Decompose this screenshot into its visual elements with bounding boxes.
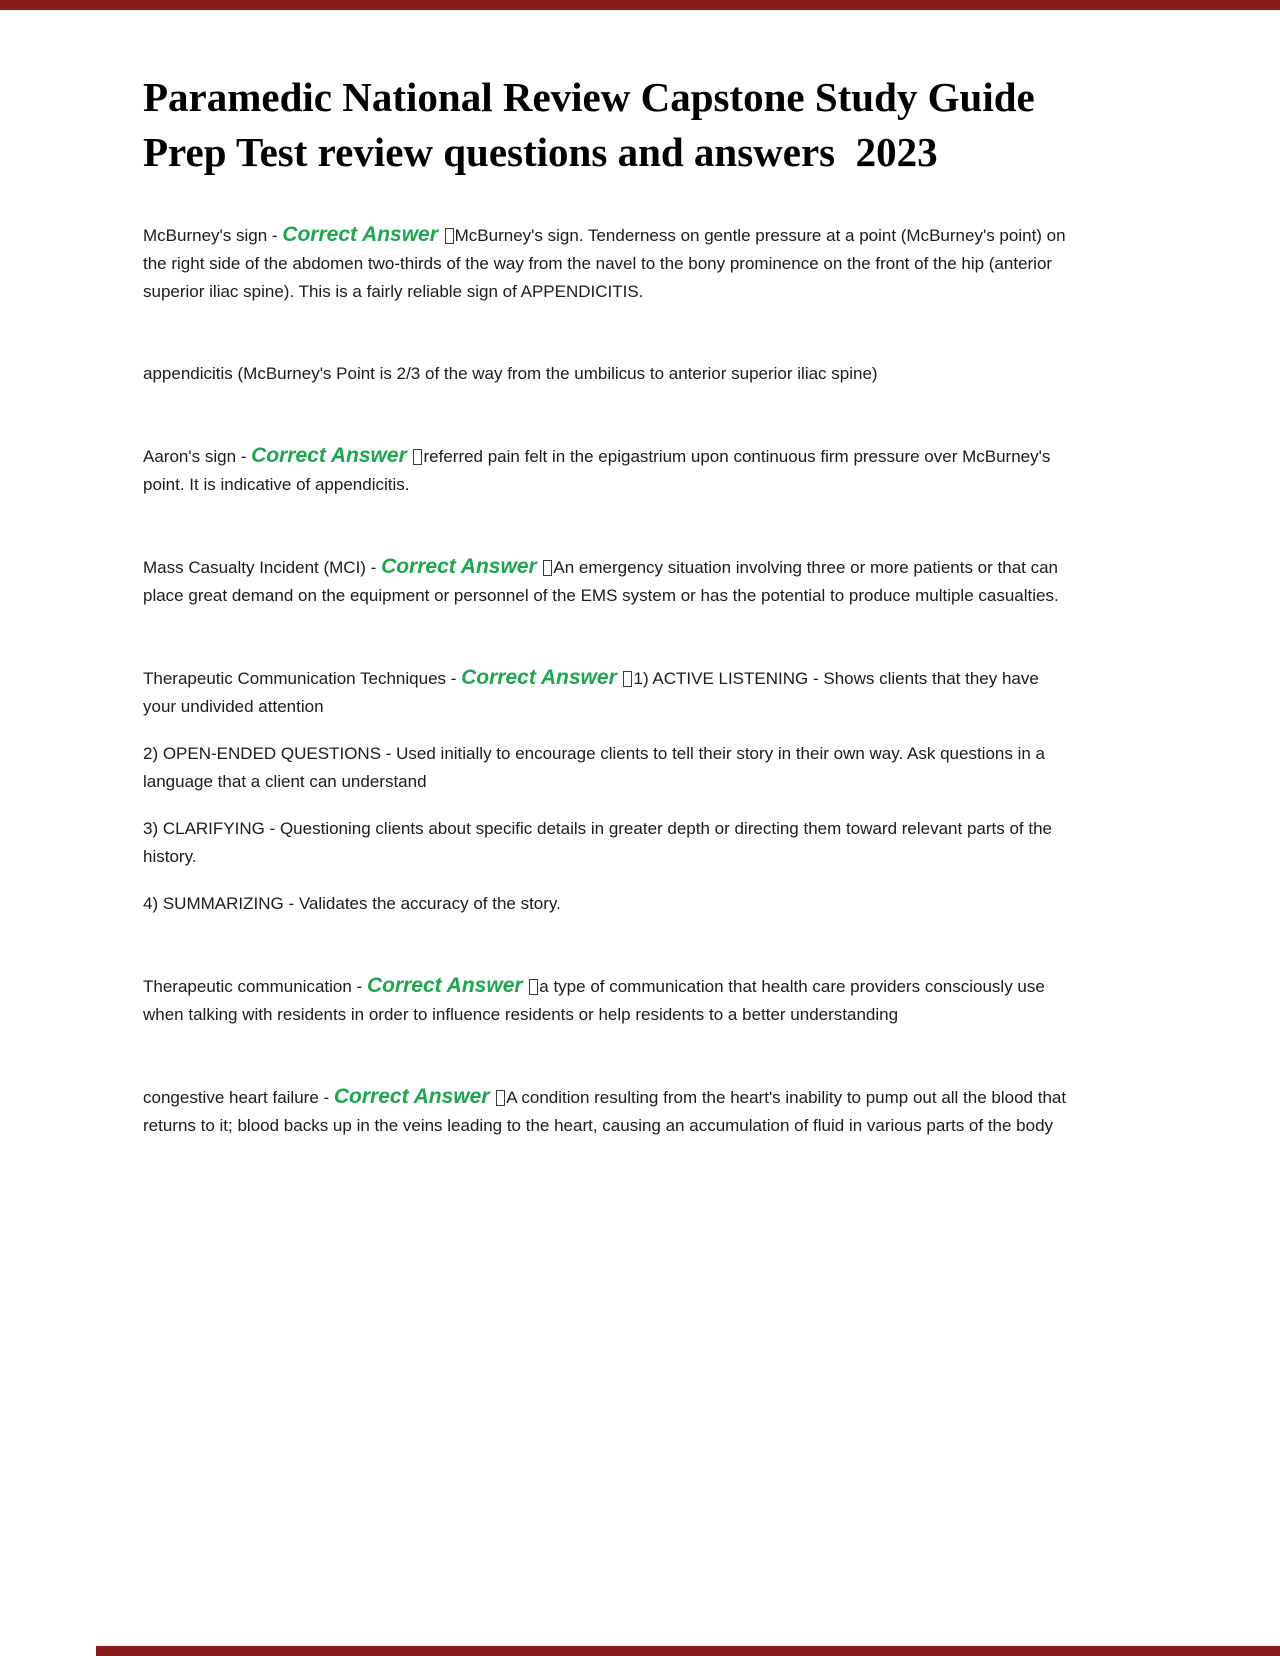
answer-paragraph: [143, 815, 1075, 871]
missing-glyph-box-icon: [543, 560, 552, 576]
correct-answer-label: Correct Answer: [366, 974, 523, 998]
term-text: Aaron's sign -: [143, 447, 252, 467]
term-text: Therapeutic communication -: [143, 977, 367, 997]
term-text: Therapeutic Communication Techniques -: [143, 669, 462, 689]
answer-text: a type of communication that health care providers consciously use when talking with residents in order to influence residents or help residents to a better understanding: [143, 977, 1045, 1025]
missing-glyph-box-icon: [445, 228, 454, 244]
missing-glyph-box-icon: [413, 449, 422, 465]
term-text: McBurney's sign -: [143, 226, 283, 246]
qa-entry: [143, 664, 1075, 918]
correct-answer-label: Correct Answer: [381, 555, 537, 579]
answer-text: referred pain felt in the epigastrium upon continuous firm pressure over McBurney's point. It is indicative of appendicitis.: [143, 447, 1051, 495]
answer-paragraph: [143, 360, 1075, 388]
answer-text: 4) SUMMARIZING - Validates the accuracy of the story.: [143, 894, 561, 914]
answer-text: 3) CLARIFYING - Questioning clients about specific details in greater depth or directing them toward relevant parts of the history.: [143, 819, 1053, 867]
answer-paragraph: [143, 890, 1075, 918]
qa-entry: [143, 1083, 1075, 1140]
bottom-border-bar: [96, 1646, 1280, 1656]
answer-paragraph: [143, 1083, 1075, 1140]
correct-answer-label: Correct Answer: [251, 444, 407, 468]
missing-glyph-box-icon: [496, 1090, 505, 1106]
answer-text: An emergency situation involving three or more patients or that can place great demand on the equipment or personnel of the EMS system or has the potential to produce multiple casualties.: [143, 558, 1059, 606]
qa-entry: [143, 553, 1075, 610]
qa-entry: [143, 972, 1075, 1029]
correct-answer-label: Correct Answer: [282, 223, 438, 247]
answer-text: appendicitis (McBurney's Point is 2/3 of the way from the umbilicus to anterior superior iliac spine): [143, 364, 878, 384]
missing-glyph-box-icon: [529, 979, 538, 995]
qa-entry: [143, 442, 1075, 499]
missing-glyph-box-icon: [623, 671, 632, 687]
answer-text: McBurney's sign. Tenderness on gentle pressure at a point (McBurney's point) on the right side of the abdomen two-thirds of the way from the navel to the bony prominence on the front of the hip (anterior superior iliac spine). This is a fairly reliable sign of APPENDICITIS.: [143, 226, 1066, 302]
term-text: congestive heart failure -: [143, 1088, 334, 1108]
qa-entry: [143, 360, 1075, 388]
qa-entry: [143, 221, 1075, 306]
answer-paragraph: [143, 221, 1075, 306]
answer-paragraph: [143, 442, 1075, 499]
answer-text: A condition resulting from the heart's inability to pump out all the blood that returns to it; blood backs up in the veins leading to the heart, causing an accumulation of fluid in various parts of the body: [143, 1088, 1067, 1136]
answer-text: 1) ACTIVE LISTENING - Shows clients that they have your undivided attention: [143, 669, 1039, 717]
answer-paragraph: [143, 972, 1075, 1029]
answer-text: 2) OPEN-ENDED QUESTIONS - Used initially to encourage clients to tell their story in their own way. Ask questions in a language that a client can understand: [143, 744, 1045, 792]
correct-answer-label: Correct Answer: [461, 666, 617, 690]
correct-answer-label: Correct Answer: [333, 1085, 490, 1109]
answer-paragraph: [143, 664, 1075, 721]
answer-paragraph: [143, 740, 1075, 796]
document-title: Paramedic National Review Capstone Study Guide Prep Test review questions and answers 2023: [143, 74, 1045, 175]
answer-paragraph: [143, 553, 1075, 610]
qa-entries-list: [143, 221, 1080, 1140]
term-text: Mass Casualty Incident (MCI) -: [143, 558, 382, 578]
top-border-bar: [0, 0, 1280, 10]
